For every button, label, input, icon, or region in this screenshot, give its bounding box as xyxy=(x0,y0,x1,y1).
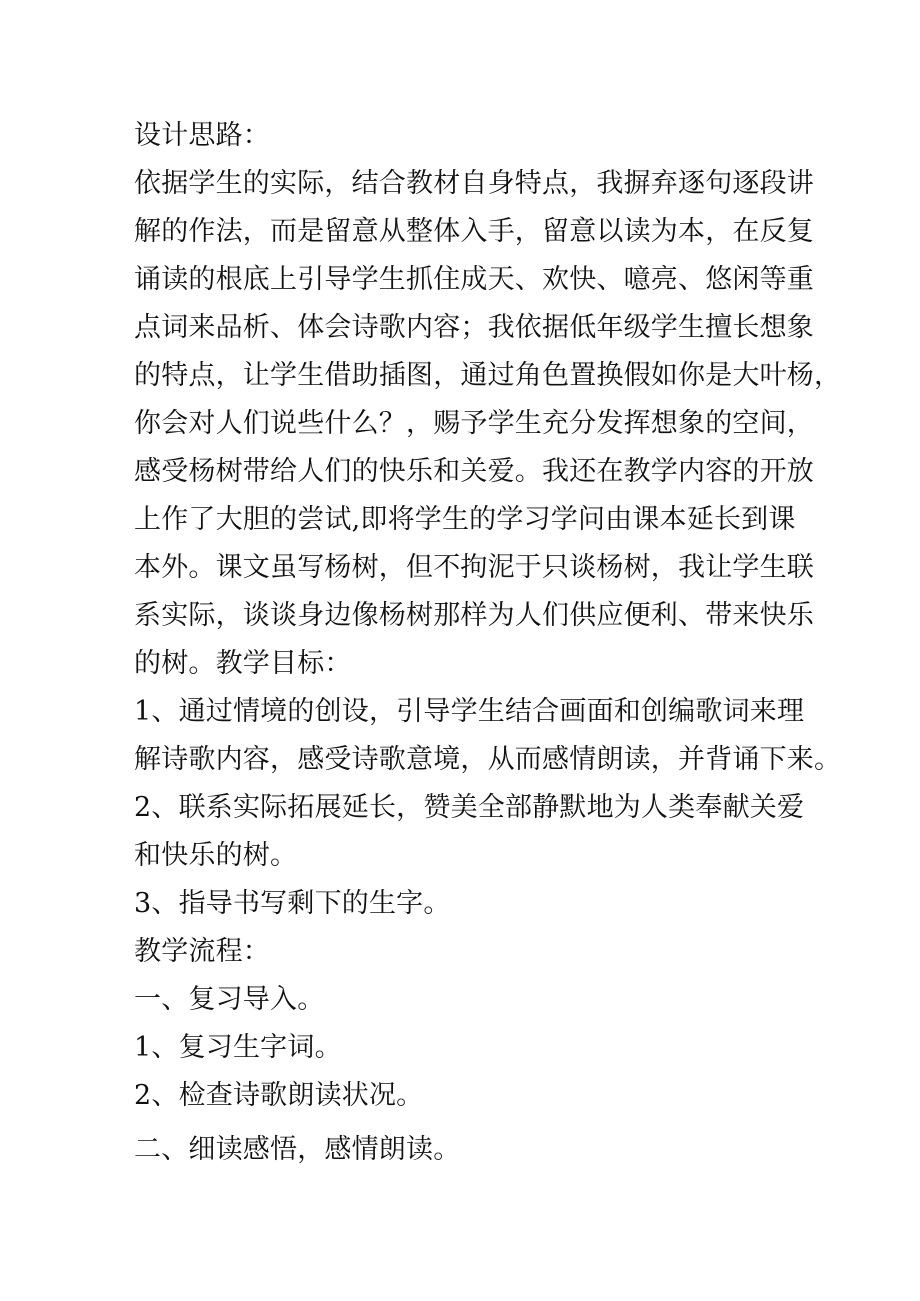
goal-item-1-cont: 解诗歌内容，感受诗歌意境，从而感情朗读，并背诵下来。 xyxy=(134,744,842,775)
paragraph-line: 点词来品析、体会诗歌内容；我依据低年级学生擅长想象 xyxy=(134,312,814,343)
paragraph-line: 依据学生的实际，结合教材自身特点，我摒弃逐句逐段讲 xyxy=(134,168,814,199)
section-1-item-2: 2、检查诗歌朗读状况。 xyxy=(134,1080,424,1111)
goal-item-2-cont: 和快乐的树。 xyxy=(134,840,298,871)
paragraph-line: 系实际，谈谈身边像杨树那样为人们供应便利、带来快乐 xyxy=(134,600,814,631)
goal-item-2: 2、联系实际拓展延长，赞美全部静默地为人类奉献关爱 xyxy=(134,792,805,823)
goal-item-3: 3、指导书写剩下的生字。 xyxy=(134,888,451,919)
paragraph-line: 上作了大胆的尝试,即将学生的学习学问由课本延长到课 xyxy=(134,504,796,535)
paragraph-line: 本外。课文虽写杨树，但不拘泥于只谈杨树，我让学生联 xyxy=(134,552,814,583)
goal-item-1: 1、通过情境的创设，引导学生结合画面和创编歌词来理 xyxy=(134,696,805,727)
section-2-heading: 二、细读感悟，感情朗读。 xyxy=(134,1134,461,1165)
paragraph-line: 诵读的根底上引导学生抓住成天、欢快、噫亮、悠闲等重 xyxy=(134,264,814,295)
section-1-heading: 一、复习导入。 xyxy=(134,984,325,1015)
paragraph-line: 你会对人们说些什么？，赐予学生充分发挥想象的空间， xyxy=(134,408,814,439)
document-body xyxy=(134,112,842,1174)
paragraph-line: 解的作法，而是留意从整体入手，留意以读为本，在反复 xyxy=(134,216,814,247)
heading-design-idea: 设计思路： xyxy=(134,120,270,151)
heading-teaching-process: 教学流程： xyxy=(134,936,270,967)
paragraph-line: 的特点，让学生借助插图，通过角色置换假如你是大叶杨， xyxy=(134,360,842,391)
section-1-item-1: 1、复习生字词。 xyxy=(134,1032,342,1063)
paragraph-line: 的树。教学目标： xyxy=(134,648,352,679)
paragraph-line: 感受杨树带给人们的快乐和关爱。我还在教学内容的开放 xyxy=(134,456,814,487)
